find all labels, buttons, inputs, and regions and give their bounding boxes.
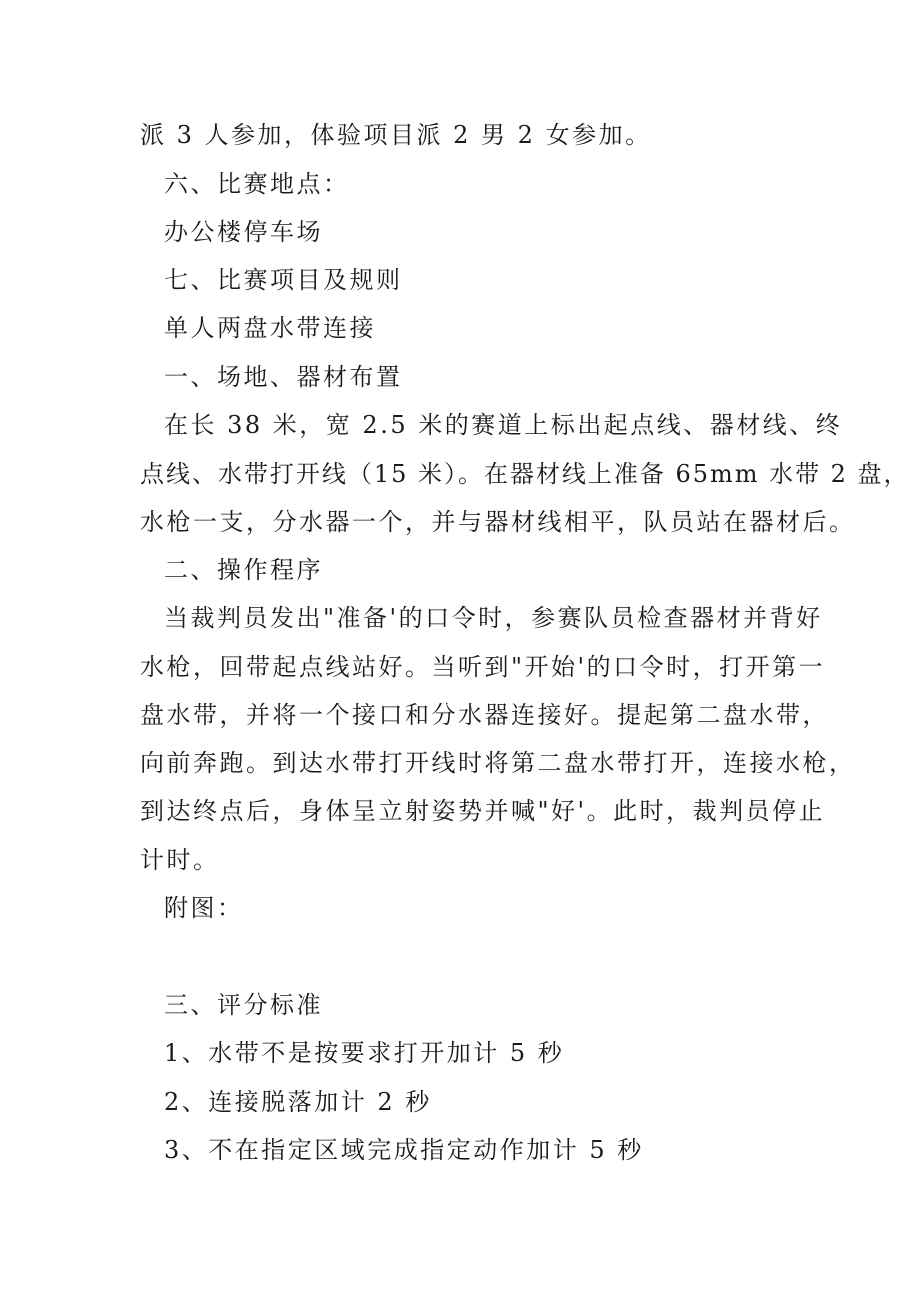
list-item: 1、水带不是按要求打开加计 5 秒 [164,1039,565,1067]
text-line: 办公楼停车场 [164,218,323,246]
list-item: 2、连接脱落加计 2 秒 [164,1088,432,1116]
subsection-heading: 单人两盘水带连接 [164,314,376,342]
text-line: 到达终点后，身体呈立射姿势并喊"好'。此时，裁判员停止 [140,797,826,825]
figure-label: 附图： [164,894,244,922]
text-line: 向前奔跑。到达水带打开线时将第二盘水带打开，连接水枪， [140,749,856,777]
section-heading: 三、评分标准 [164,991,323,1019]
section-heading: 七、比赛项目及规则 [164,266,403,294]
text-line: 在长 38 米，宽 2.5 米的赛道上标出起点线、器材线、终 [164,411,843,439]
text-line: 点线、水带打开线（15 米）。在器材线上准备 65mm 水带 2 盘， [140,460,910,488]
text-line: 水枪，回带起点线站好。当听到"开始'的口令时，打开第一 [140,653,826,681]
text-line: 当裁判员发出"准备'的口令时，参赛队员检查器材并背好 [164,604,823,632]
text-line: 计时。 [140,846,220,874]
section-heading: 六、比赛地点： [164,170,350,198]
text-line: 水枪一支，分水器一个，并与器材线相平，队员站在器材后。 [140,508,856,536]
section-heading: 二、操作程序 [164,556,323,584]
list-item: 3、不在指定区域完成指定动作加计 5 秒 [164,1136,644,1164]
text-line: 盘水带，并将一个接口和分水器连接好。提起第二盘水带， [140,701,829,729]
section-heading: 一、场地、器材布置 [164,363,403,391]
text-line: 派 3 人参加，体验项目派 2 男 2 女参加。 [140,121,652,149]
